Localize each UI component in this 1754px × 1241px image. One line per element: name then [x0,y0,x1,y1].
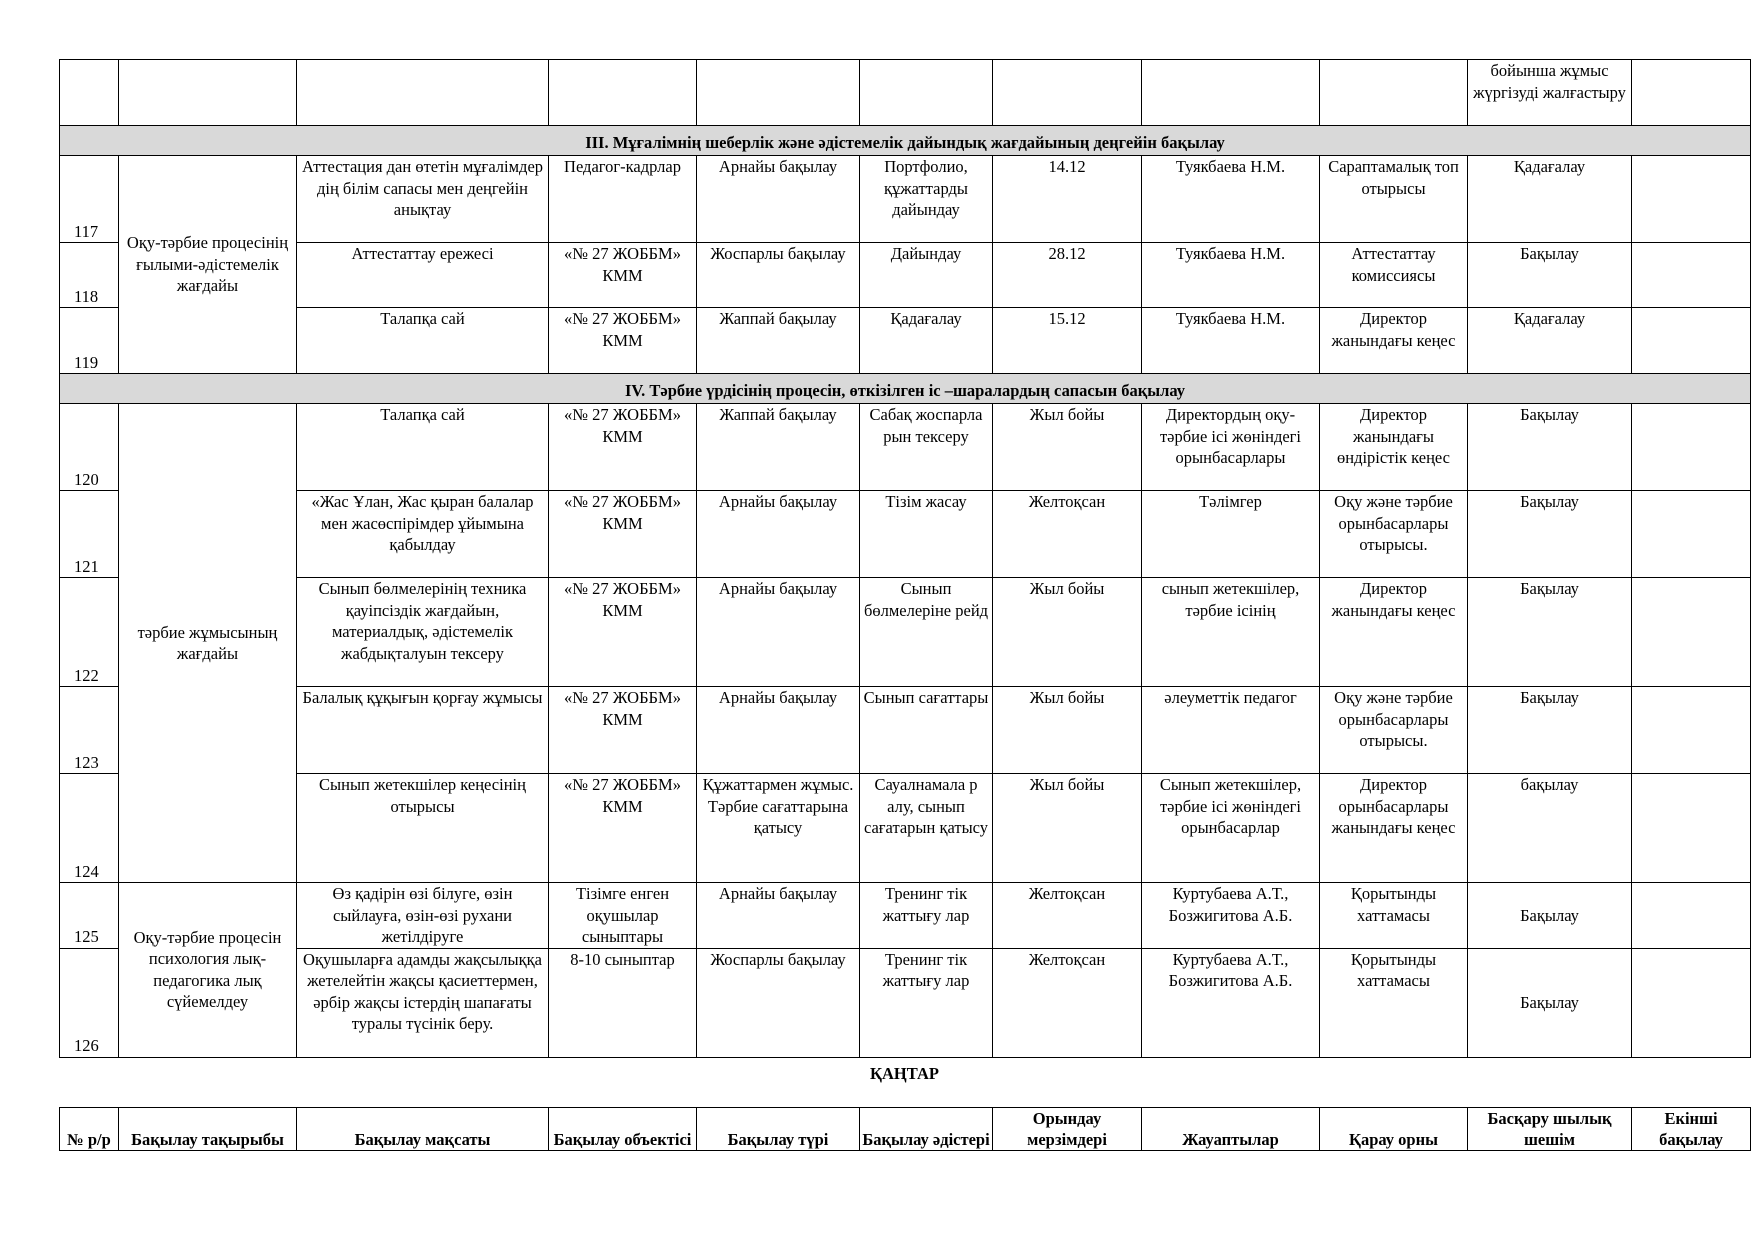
cell-goal [297,60,549,126]
row-number: 117 [60,156,119,243]
control-deadline: Жыл бойы [993,404,1142,491]
control-method: Тізім жасау [860,491,993,578]
control-second [1632,774,1751,883]
row-number: 120 [60,404,119,491]
control-decision: бақылау [1468,774,1632,883]
control-topic: Оқу-тәрбие процесін психология лық-педагогика лық сүйемелдеу [119,883,297,1058]
control-type: Жаппай бақылау [697,308,860,374]
month-title: ҚАҢТАР [870,1064,939,1083]
table-row [60,687,1751,774]
control-type: Арнайы бақылау [697,687,860,774]
cell-type [697,60,860,126]
control-method: Тренинг тік жаттығу лар [860,883,993,949]
table-row [60,156,1751,243]
control-goal: Аттестация дан өтетін мұғалімдер дің білім сапасы мен деңгейін анықтау [297,156,549,243]
control-second [1632,883,1751,949]
control-place: Аттестаттау комиссиясы [1320,243,1468,308]
row-number: 122 [60,578,119,687]
control-deadline: Жыл бойы [993,578,1142,687]
table-row [60,774,1751,883]
control-responsible: Куртубаева А.Т., Бозжигитова А.Б. [1142,883,1320,949]
table-row [60,883,1751,949]
control-second [1632,687,1751,774]
control-decision: Бақылау [1468,491,1632,578]
control-type: Арнайы бақылау [697,883,860,949]
control-deadline: Желтоқсан [993,491,1142,578]
control-method: Портфолио, құжаттарды дайындау [860,156,993,243]
control-deadline: 14.12 [993,156,1142,243]
header-goal: Бақылау мақсаты [297,1108,549,1151]
control-decision: Бақылау [1468,243,1632,308]
control-deadline: Жыл бойы [993,774,1142,883]
cell-decision: бойынша жұмыс жүргізуді жалғастыру [1468,60,1632,126]
control-type: Жаппай бақылау [697,404,860,491]
cell-responsible [1142,60,1320,126]
control-place: Оқу және тәрбие орынбасарлары отырысы. [1320,687,1468,774]
control-second [1632,243,1751,308]
control-decision: Бақылау [1468,687,1632,774]
control-type: Құжаттармен жұмыс. Тәрбие сағаттарына қатысу [697,774,860,883]
continuation-row [60,60,1751,126]
control-type: Жоспарлы бақылау [697,243,860,308]
control-deadline: 15.12 [993,308,1142,374]
row-number: 119 [60,308,119,374]
control-goal: Сынып бөлмелерінің техника қауіпсіздік жағдайын, материалдық, әдістемелік жабдықталуын тексеру [297,578,549,687]
control-place: Директор жанындағы кеңес [1320,308,1468,374]
control-responsible: Туякбаева Н.М. [1142,308,1320,374]
header-responsible: Жауаптылар [1142,1108,1320,1151]
control-goal: Аттестаттау ережесі [297,243,549,308]
table-row [60,308,1751,374]
control-responsible: Туякбаева Н.М. [1142,243,1320,308]
control-place: Қорытынды хаттамасы [1320,883,1468,949]
row-number: 125 [60,883,119,949]
control-decision: Қадағалау [1468,156,1632,243]
table-row [60,404,1751,491]
row-number: 123 [60,687,119,774]
control-second [1632,948,1751,1057]
control-goal: «Жас Ұлан, Жас қыран балалар мен жасөспірімдер ұйымына қабылдау [297,491,549,578]
control-second [1632,308,1751,374]
control-place: Директор жанындағы кеңес [1320,578,1468,687]
cell-second [1632,60,1751,126]
control-object: «№ 27 ЖОББМ» КММ [549,578,697,687]
control-deadline: Жыл бойы [993,687,1142,774]
control-method: Қадағалау [860,308,993,374]
control-type: Арнайы бақылау [697,578,860,687]
control-deadline: Желтоқсан [993,948,1142,1057]
row-number: 121 [60,491,119,578]
header-row [60,1108,1751,1151]
cell-object [549,60,697,126]
cell-topic [119,60,297,126]
control-responsible: Куртубаева А.Т., Бозжигитова А.Б. [1142,948,1320,1057]
control-object: «№ 27 ЖОББМ» КММ [549,774,697,883]
control-object: «№ 27 ЖОББМ» КММ [549,404,697,491]
table-row [60,243,1751,308]
control-decision: Бақылау [1468,404,1632,491]
control-topic: тәрбие жұмысының жағдайы [119,404,297,883]
control-goal: Оқушыларға адамды жақсылыққа жетелейтін жақсы қасиеттермен, әрбір жақсы істердің шапағаты туралы түсінік беру. [297,948,549,1057]
control-decision: Бақылау [1468,883,1632,949]
control-responsible: Туякбаева Н.М. [1142,156,1320,243]
control-method: Сабақ жоспарла рын тексеру [860,404,993,491]
header-second: Екінші бақылау [1632,1108,1751,1151]
header-topic: Бақылау тақырыбы [119,1108,297,1151]
control-plan-table [59,59,1751,1058]
control-responsible: әлеуметтік педагог [1142,687,1320,774]
section-title-3: ІІІ. Мұғалімнің шеберлік және әдістемелік дайындық жағдайының деңгейін бақылау [60,126,1751,156]
control-responsible: Директордың оқу-тәрбие ісі жөніндегі орынбасарлары [1142,404,1320,491]
control-second [1632,156,1751,243]
control-object: «№ 27 ЖОББМ» КММ [549,491,697,578]
cell-deadline [993,60,1142,126]
control-type: Арнайы бақылау [697,156,860,243]
control-object: Педагог-кадрлар [549,156,697,243]
control-place: Оқу және тәрбие орынбасарлары отырысы. [1320,491,1468,578]
header-object: Бақылау объектісі [549,1108,697,1151]
control-method: Сауалнамала р алу, сынып сағатарын қатысу [860,774,993,883]
control-responsible: Сынып жетекшілер, тәрбие ісі жөніндегі орынбасарлар [1142,774,1320,883]
section-row-3 [60,126,1751,156]
header-decision: Басқару шылық шешім [1468,1108,1632,1151]
control-deadline: 28.12 [993,243,1142,308]
control-goal: Өз қадірін өзі білуге, өзін сыйлауға, өзін-өзі рухани жетілдіруге [297,883,549,949]
row-number: 126 [60,948,119,1057]
control-method: Сынып бөлмелеріне рейд [860,578,993,687]
control-deadline: Желтоқсан [993,883,1142,949]
control-second [1632,404,1751,491]
cell-method [860,60,993,126]
cell-num [60,60,119,126]
control-topic: Оқу-тәрбие процесінің ғылыми-әдістемелік жағдайы [119,156,297,374]
control-place: Қорытынды хаттамасы [1320,948,1468,1057]
table-row [60,578,1751,687]
header-type: Бақылау түрі [697,1108,860,1151]
row-number: 118 [60,243,119,308]
january-plan-header-table [59,1107,1751,1151]
control-method: Дайындау [860,243,993,308]
row-number: 124 [60,774,119,883]
control-method: Тренинг тік жаттығу лар [860,948,993,1057]
control-place: Директор орынбасарлары жанындағы кеңес [1320,774,1468,883]
section-row-4 [60,374,1751,404]
control-goal: Талапқа сай [297,308,549,374]
control-type: Арнайы бақылау [697,491,860,578]
header-num: № р/р [60,1108,119,1151]
cell-place [1320,60,1468,126]
control-object: «№ 27 ЖОББМ» КММ [549,308,697,374]
control-goal: Сынып жетекшілер кеңесінің отырысы [297,774,549,883]
control-place: Директор жанындағы өндірістік кеңес [1320,404,1468,491]
control-object: «№ 27 ЖОББМ» КММ [549,687,697,774]
header-place: Қарау орны [1320,1108,1468,1151]
control-method: Сынып сағаттары [860,687,993,774]
control-decision: Қадағалау [1468,308,1632,374]
control-second [1632,491,1751,578]
control-decision: Бақылау [1468,578,1632,687]
control-object: «№ 27 ЖОББМ» КММ [549,243,697,308]
table-row [60,948,1751,1057]
header-method: Бақылау әдістері [860,1108,993,1151]
control-object: Тізімге енген оқушылар сыныптары [549,883,697,949]
control-second [1632,578,1751,687]
control-goal: Талапқа сай [297,404,549,491]
control-place: Сараптамалық топ отырысы [1320,156,1468,243]
header-deadline: Орындау мерзімдері [993,1108,1142,1151]
control-object: 8-10 сыныптар [549,948,697,1057]
control-goal: Балалық құқығын қорғау жұмысы [297,687,549,774]
table-row [60,491,1751,578]
control-responsible: сынып жетекшілер, тәрбие ісінің [1142,578,1320,687]
control-type: Жоспарлы бақылау [697,948,860,1057]
control-decision: Бақылау [1468,948,1632,1057]
section-title-4: ІV. Тәрбие үрдісінің процесін, өткізілген іс –шаралардың сапасын бақылау [60,374,1751,404]
control-responsible: Тәлімгер [1142,491,1320,578]
